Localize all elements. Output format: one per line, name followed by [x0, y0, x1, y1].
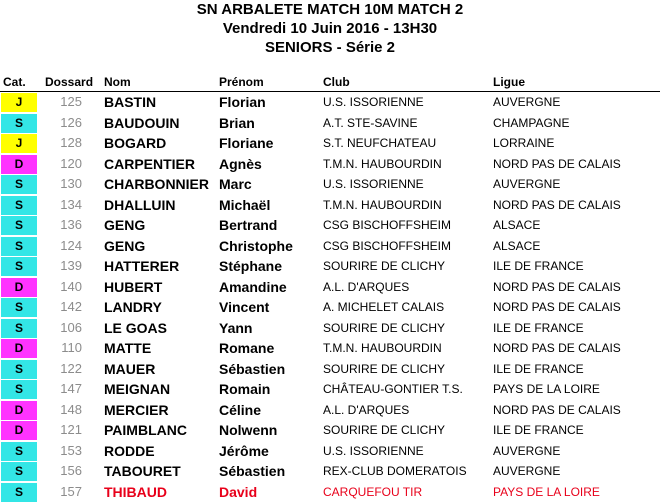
category-badge: S [1, 257, 37, 276]
club-cell: CHÂTEAU-GONTIER T.S. [323, 379, 463, 400]
prenom-cell: Vincent [219, 297, 269, 318]
table-row [0, 441, 660, 462]
prenom-cell: Stéphane [219, 256, 282, 277]
club-cell: U.S. ISSORIENNE [323, 441, 424, 462]
header-cat: Cat. [3, 75, 26, 89]
club-cell: CSG BISCHOFFSHEIM [323, 215, 451, 236]
ligue-cell: AUVERGNE [493, 174, 560, 195]
table-row [0, 236, 660, 257]
table-row [0, 338, 660, 359]
category-badge: D [1, 155, 37, 174]
ligue-cell: CHAMPAGNE [493, 113, 569, 134]
prenom-cell: David [219, 482, 257, 502]
dossard-cell: 156 [40, 461, 82, 482]
prenom-cell: Marc [219, 174, 252, 195]
table-row [0, 215, 660, 236]
nom-cell: PAIMBLANC [104, 420, 187, 441]
event-date: Vendredi 10 Juin 2016 - 13H30 [0, 19, 660, 38]
ligue-cell: NORD PAS DE CALAIS [493, 277, 621, 298]
dossard-cell: 110 [40, 338, 82, 359]
nom-cell: MEIGNAN [104, 379, 170, 400]
ligue-cell: AUVERGNE [493, 441, 560, 462]
prenom-cell: Sébastien [219, 461, 285, 482]
dossard-cell: 142 [40, 297, 82, 318]
table-row [0, 92, 660, 113]
ligue-cell: PAYS DE LA LOIRE [493, 482, 600, 502]
club-cell: A. MICHELET CALAIS [323, 297, 444, 318]
ligue-cell: ILE DE FRANCE [493, 256, 584, 277]
table-row [0, 133, 660, 154]
table-row [0, 174, 660, 195]
category-badge: D [1, 421, 37, 440]
category-badge: J [1, 93, 37, 112]
ligue-cell: ALSACE [493, 215, 540, 236]
ligue-cell: PAYS DE LA LOIRE [493, 379, 600, 400]
club-cell: SOURIRE DE CLICHY [323, 359, 445, 380]
nom-cell: CHARBONNIER [104, 174, 209, 195]
table-row [0, 461, 660, 482]
club-cell: A.L. D'ARQUES [323, 277, 409, 298]
club-cell: T.M.N. HAUBOURDIN [323, 154, 442, 175]
category-badge: D [1, 401, 37, 420]
table-row [0, 256, 660, 277]
dossard-cell: 125 [40, 92, 82, 113]
dossard-cell: 134 [40, 195, 82, 216]
header-prenom: Prénom [219, 75, 264, 89]
header-ligue: Ligue [493, 75, 525, 89]
event-series: SENIORS - Série 2 [0, 38, 660, 57]
club-cell: CSG BISCHOFFSHEIM [323, 236, 451, 257]
prenom-cell: Sébastien [219, 359, 285, 380]
category-badge: S [1, 462, 37, 481]
category-badge: S [1, 442, 37, 461]
prenom-cell: Christophe [219, 236, 293, 257]
table-row [0, 379, 660, 400]
prenom-cell: Romane [219, 338, 274, 359]
ligue-cell: LORRAINE [493, 133, 554, 154]
category-badge: D [1, 339, 37, 358]
prenom-cell: Romain [219, 379, 270, 400]
ligue-cell: ILE DE FRANCE [493, 318, 584, 339]
ligue-cell: AUVERGNE [493, 92, 560, 113]
ligue-cell: ALSACE [493, 236, 540, 257]
table-row [0, 318, 660, 339]
ligue-cell: ILE DE FRANCE [493, 359, 584, 380]
table-row [0, 113, 660, 134]
category-badge: S [1, 298, 37, 317]
ligue-cell: AUVERGNE [493, 461, 560, 482]
prenom-cell: Jérôme [219, 441, 269, 462]
dossard-cell: 121 [40, 420, 82, 441]
nom-cell: BOGARD [104, 133, 166, 154]
club-cell: SOURIRE DE CLICHY [323, 256, 445, 277]
ligue-cell: NORD PAS DE CALAIS [493, 400, 621, 421]
table-row [0, 195, 660, 216]
club-cell: SOURIRE DE CLICHY [323, 420, 445, 441]
ligue-cell: NORD PAS DE CALAIS [493, 195, 621, 216]
dossard-cell: 153 [40, 441, 82, 462]
club-cell: U.S. ISSORIENNE [323, 174, 424, 195]
nom-cell: LE GOAS [104, 318, 167, 339]
club-cell: T.M.N. HAUBOURDIN [323, 338, 442, 359]
ligue-cell: ILE DE FRANCE [493, 420, 584, 441]
prenom-cell: Amandine [219, 277, 287, 298]
nom-cell: MATTE [104, 338, 151, 359]
prenom-cell: Yann [219, 318, 252, 339]
nom-cell: CARPENTIER [104, 154, 195, 175]
prenom-cell: Nolwenn [219, 420, 277, 441]
nom-cell: MERCIER [104, 400, 169, 421]
club-cell: U.S. ISSORIENNE [323, 92, 424, 113]
club-cell: T.M.N. HAUBOURDIN [323, 195, 442, 216]
table-header [0, 73, 660, 90]
dossard-cell: 120 [40, 154, 82, 175]
table-row [0, 277, 660, 298]
table-row [0, 297, 660, 318]
table-row [0, 482, 660, 502]
ligue-cell: NORD PAS DE CALAIS [493, 154, 621, 175]
club-cell: REX-CLUB DOMERATOIS [323, 461, 467, 482]
nom-cell: MAUER [104, 359, 155, 380]
category-badge: D [1, 278, 37, 297]
table-row [0, 154, 660, 175]
dossard-cell: 147 [40, 379, 82, 400]
category-badge: S [1, 175, 37, 194]
club-cell: S.T. NEUFCHATEAU [323, 133, 436, 154]
dossard-cell: 157 [40, 482, 82, 502]
nom-cell: BAUDOUIN [104, 113, 179, 134]
prenom-cell: Bertrand [219, 215, 277, 236]
dossard-cell: 106 [40, 318, 82, 339]
table-row [0, 400, 660, 421]
nom-cell: LANDRY [104, 297, 162, 318]
header-nom: Nom [104, 75, 131, 89]
prenom-cell: Michaël [219, 195, 270, 216]
club-cell: A.T. STE-SAVINE [323, 113, 417, 134]
prenom-cell: Brian [219, 113, 255, 134]
club-cell: A.L. D'ARQUES [323, 400, 409, 421]
prenom-cell: Floriane [219, 133, 273, 154]
ligue-cell: NORD PAS DE CALAIS [493, 297, 621, 318]
nom-cell: RODDE [104, 441, 155, 462]
table-row [0, 359, 660, 380]
category-badge: S [1, 380, 37, 399]
prenom-cell: Céline [219, 400, 261, 421]
event-title: SN ARBALETE MATCH 10M MATCH 2 [0, 0, 660, 19]
category-badge: S [1, 483, 37, 502]
dossard-cell: 130 [40, 174, 82, 195]
header-club: Club [323, 75, 350, 89]
prenom-cell: Agnès [219, 154, 262, 175]
dossard-cell: 136 [40, 215, 82, 236]
nom-cell: DHALLUIN [104, 195, 176, 216]
table-row [0, 420, 660, 441]
dossard-cell: 148 [40, 400, 82, 421]
dossard-cell: 128 [40, 133, 82, 154]
category-badge: S [1, 114, 37, 133]
category-badge: S [1, 360, 37, 379]
category-badge: J [1, 134, 37, 153]
dossard-cell: 140 [40, 277, 82, 298]
club-cell: SOURIRE DE CLICHY [323, 318, 445, 339]
nom-cell: GENG [104, 215, 145, 236]
category-badge: S [1, 237, 37, 256]
nom-cell: GENG [104, 236, 145, 257]
category-badge: S [1, 319, 37, 338]
dossard-cell: 139 [40, 256, 82, 277]
nom-cell: THIBAUD [104, 482, 167, 502]
dossard-cell: 126 [40, 113, 82, 134]
ligue-cell: NORD PAS DE CALAIS [493, 338, 621, 359]
nom-cell: HATTERER [104, 256, 179, 277]
dossard-cell: 124 [40, 236, 82, 257]
header-dossard: Dossard [45, 75, 93, 89]
nom-cell: BASTIN [104, 92, 156, 113]
nom-cell: TABOURET [104, 461, 181, 482]
category-badge: S [1, 196, 37, 215]
prenom-cell: Florian [219, 92, 266, 113]
nom-cell: HUBERT [104, 277, 162, 298]
dossard-cell: 122 [40, 359, 82, 380]
club-cell: CARQUEFOU TIR [323, 482, 422, 502]
category-badge: S [1, 216, 37, 235]
